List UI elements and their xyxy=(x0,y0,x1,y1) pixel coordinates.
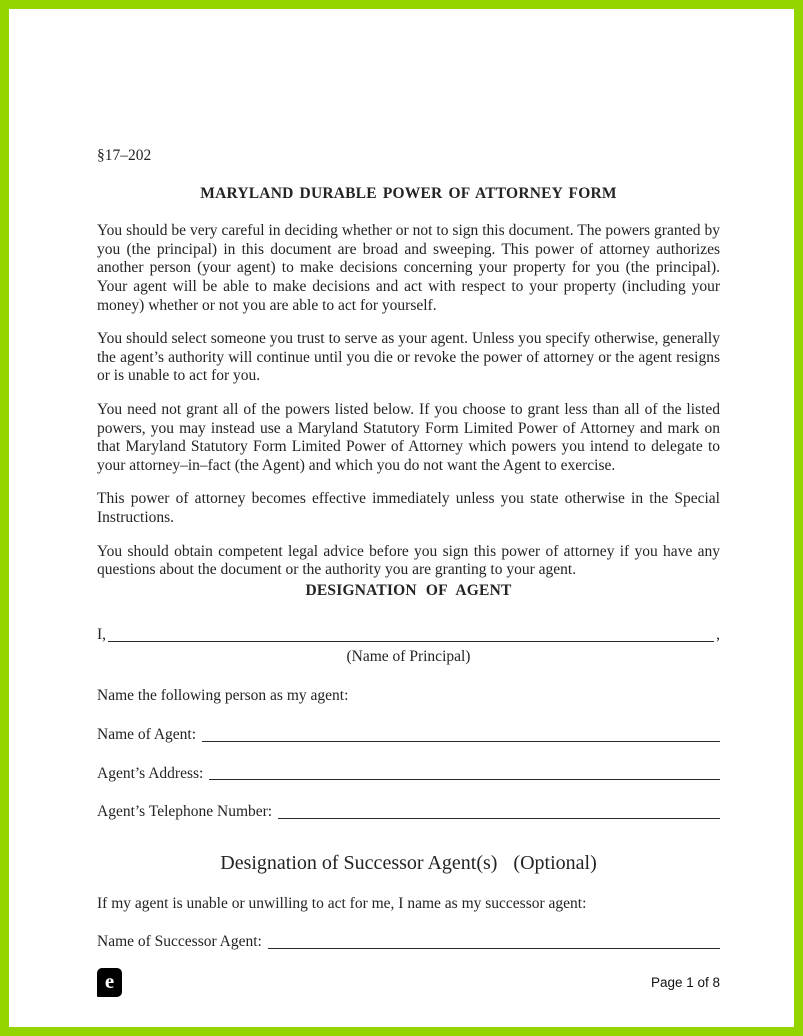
intro-paragraph-3: You need not grant all of the powers listed below. If you choose to grant less than all of the listed powers, you may instead use a Maryland Statutory Form Limited Power of Attorney and mark on that Maryland Statutory Form Limited Power of Attorney which powers you intend to delegate to your attorney–in–fact (the Agent) and which you do not want the Agent to exercise. xyxy=(97,400,720,474)
intro-paragraph-5: You should obtain competent legal advice before you sign this power of attorney if you have any questions about the document or the authority you are granting to your agent. xyxy=(97,542,720,579)
field-agent-address xyxy=(97,765,720,784)
successor-heading-optional: (Optional) xyxy=(513,851,597,874)
successor-heading-main: Designation of Successor Agent(s) xyxy=(220,851,498,874)
field-successor-agent-name xyxy=(97,933,720,952)
agent-telephone-label: Agent’s Telephone Number: xyxy=(97,803,273,821)
agent-intro-text: Name the following person as my agent: xyxy=(97,687,349,705)
successor-intro-text: If my agent is unable or unwilling to act for me, I name as my successor agent: xyxy=(97,894,587,912)
agent-telephone-line[interactable] xyxy=(278,818,720,819)
intro-paragraph-1: You should be very careful in deciding whether or not to sign this document. The powers granted by you (the principal) in this document are broad and sweeping. This power of attorney authorizes another person (your agent) to make decisions concerning your property for you (the principal). Your agent will be able to make decisions and act with respect to your property (including your money) whether or not you are able to act for yourself. xyxy=(97,222,720,314)
designation-of-agent-heading: DESIGNATION OF AGENT xyxy=(305,581,512,599)
name-of-agent-label: Name of Agent: xyxy=(97,726,197,744)
principal-name-caption: (Name of Principal) xyxy=(346,647,471,665)
successor-agent-heading xyxy=(97,851,720,875)
successor-agent-name-label: Name of Successor Agent: xyxy=(97,933,262,951)
principal-line-prefix: I, xyxy=(97,626,107,644)
agent-address-line[interactable] xyxy=(209,779,720,780)
intro-paragraph-4: This power of attorney becomes effective immediately unless you state otherwise in the Special Instructions. xyxy=(97,490,720,526)
name-of-agent-line[interactable] xyxy=(202,741,720,742)
field-name-of-agent xyxy=(97,726,720,745)
principal-line-suffix: , xyxy=(716,626,720,644)
agent-address-label: Agent’s Address: xyxy=(97,764,204,782)
successor-agent-name-line[interactable] xyxy=(268,948,720,949)
field-agent-telephone xyxy=(97,803,720,822)
document-title: MARYLAND DURABLE POWER OF ATTORNEY FORM xyxy=(200,184,617,202)
principal-name-row xyxy=(97,626,720,645)
eforms-logo-letter: e xyxy=(104,969,115,993)
statute-number: §17–202 xyxy=(97,147,152,164)
intro-paragraph-2: You should select someone you trust to serve as your agent. Unless you specify otherwise, generally the agent’s authority will continue until you die or revoke the power of attorney or the agent resigns or is unable to act for you. xyxy=(97,330,720,385)
document-page xyxy=(9,9,794,1027)
eforms-logo xyxy=(97,968,122,997)
page-footer xyxy=(97,968,720,997)
page-number-indicator: Page 1 of 8 xyxy=(650,975,720,991)
principal-name-line[interactable] xyxy=(108,641,714,642)
